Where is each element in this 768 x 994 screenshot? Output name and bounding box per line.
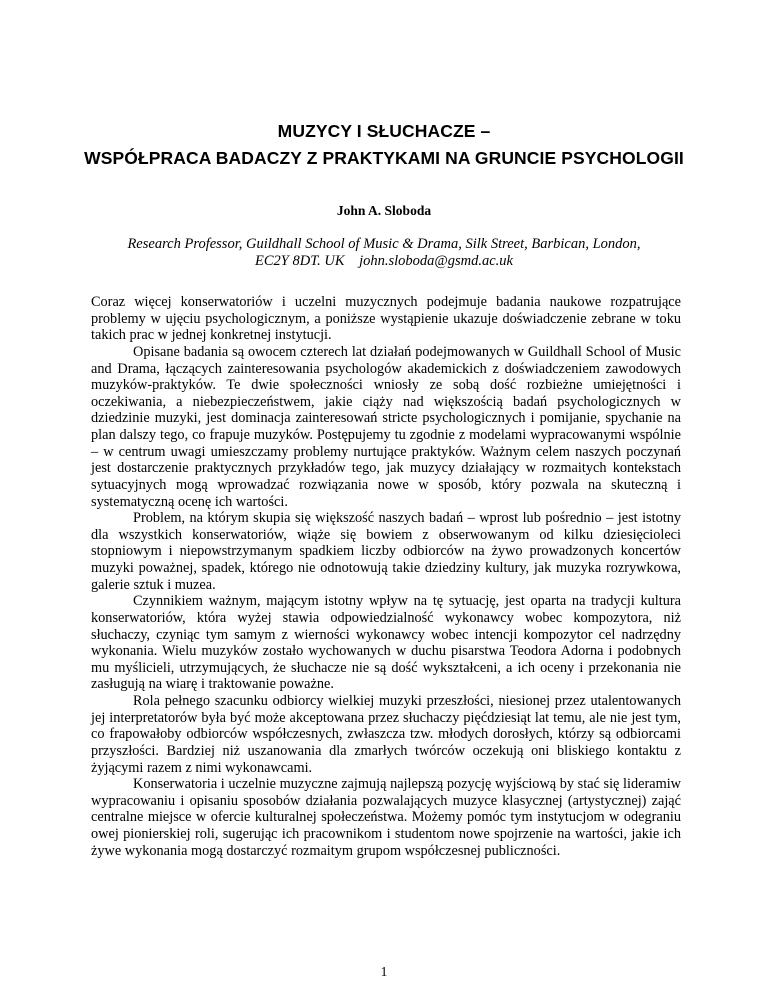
author-name: John A. Sloboda bbox=[336, 203, 432, 218]
paragraph-2: Opisane badania są owocem czterech lat działań podejmowanych w Guildhall School of Music and Drama, łączących zainteresowania psychologów akademickich z doświadczeniem zawodowych muzyków-praktyków. Te dwie społeczności wniosły ze sobą dość rozbieżne umiejętności i oczekiwania, a niebezpieczeństwem, jakie ciąży nad większością badań psychologicznych w dziedzinie muzyki, jest dominacja zainteresowań stricte psychologicznych i pomijanie, spychanie na plan dalszy tego, co frapuje muzyków. Postępujemy tu zgodnie z modelami wypracowanymi wspólnie – w centrum uwagi umieszczamy problemy nurtujące praktyków. Ważnym celem naszych poczynań jest dostarczenie praktycznych przykładów tego, jak muzycy działający w rozmaitych kontekstach sytuacyjnych mogą wprowadzać rozwiązania nowe w sposób, który pozwala na skuteczną i systematyczną ocenę ich wartości. bbox=[91, 343, 681, 510]
paragraph-3: Problem, na którym skupia się większość naszych badań – wprost lub pośrednio – jest istotny dla wszystkich konserwatoriów, wiąże się bowiem z obserwowanym od kilku dziesięcioleci stopniowym i niepowstrzymanym spadkiem liczby odbiorców na żywo prowadzonych koncertów muzyki poważnej, spadek, którego nie odnotowują takie dziedziny kultury, jak muzyka rozrywkowa, galerie sztuk i muzea. bbox=[91, 510, 681, 593]
paragraph-4: Czynnikiem ważnym, mającym istotny wpływ na tę sytuację, jest oparta na tradycji kultura konserwatoriów, która wyżej stawia odpowiedzialność wykonawcy wobec kompozytora, niż słuchaczy, czyniąc tym samym z wierności wykonawcy wobec intencji kompozytor cel nadrzędny wykonania. Wielu muzyków zostało wychowanych w duchu pisarstwa Teodora Adorna i podobnych mu myślicieli, utrzymujących, że słuchacze nie są dość wykształceni, a ich oceny i przekonania nie zasługują na wiarę i traktowanie poważne. bbox=[91, 593, 681, 693]
affiliation-line-2: EC2Y 8DT. UK john.sloboda@gsmd.ac.uk bbox=[255, 252, 513, 269]
title-line-2: WSPÓŁPRACA BADACZY Z PRAKTYKAMI NA GRUNCIE PSYCHOLOGII bbox=[84, 148, 684, 168]
paragraph-1: Coraz więcej konserwatoriów i uczelni muzycznych podejmuje badania naukowe rozpatrujące problemy w ujęciu psychologicznym, a poniższe wystąpienie ukazuje doświadczenie zebrane w toku takich prac w jednej konkretnej instytucji. bbox=[91, 294, 681, 344]
affiliation-line-1: Research Professor, Guildhall School of Music & Drama, Silk Street, Barbican, London, bbox=[127, 236, 641, 252]
page-number: 1 bbox=[380, 964, 388, 979]
paragraph-6: Konserwatoria i uczelnie muzyczne zajmują najlepszą pozycję wyjściową by stać się lideramiw wypracowaniu i opisaniu sposobów działania pozwalających muzyce klasycznej (artystycznej) zająć centralne miejsce w ofercie kulturalnej społeczeństwa. Możemy pomóc tym instytucjom w odegraniu owej pionierskiej roli, sugerując ich pracownikom i studentom nowe spojrzenie na wartości, jakie ich żywe wykonania mogą dostarczyć rozmaitym grupom współczesnej publiczności. bbox=[91, 776, 681, 859]
title-line-1: MUZYCY I SŁUCHACZE – bbox=[277, 121, 491, 141]
paragraph-5: Rola pełnego szacunku odbiorcy wielkiej muzyki przeszłości, niesionej przez utalentowanych jej interpretatorów była być może akceptowana przez słuchaczy pięćdziesiąt lat temu, ale nie jest tym, co frapowałoby odbiorców współczesnych, zwłaszcza tzw. młodych dorosłych, którzy są odbiorcami przyszłości. Bardziej niż uszanowania dla zmarłych twórców oczekują oni bliskiego kontaktu z żyjącymi razem z nimi wykonawcami. bbox=[91, 693, 681, 776]
body-text bbox=[91, 294, 681, 859]
author-affiliation bbox=[110, 236, 658, 269]
